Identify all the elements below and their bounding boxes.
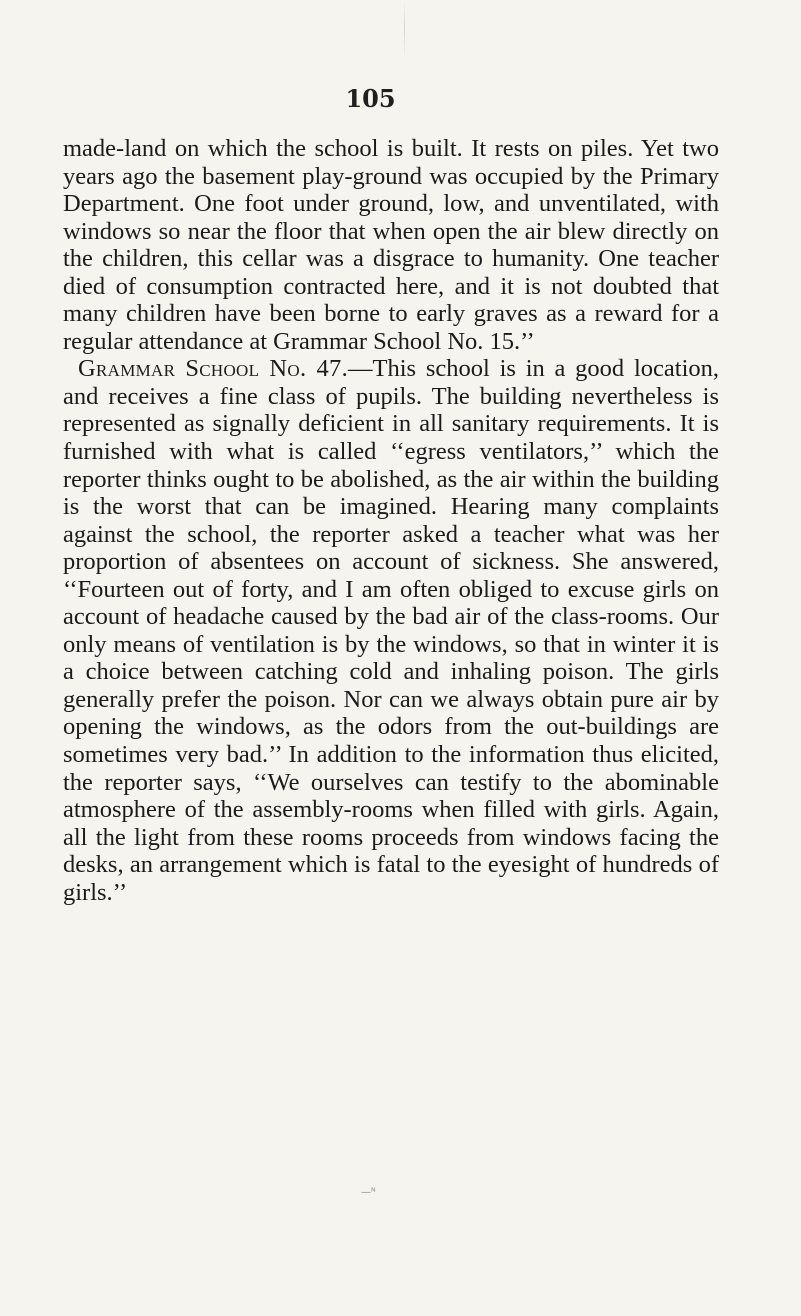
page-number: 105 bbox=[345, 84, 396, 113]
page-crease bbox=[404, 0, 405, 60]
paragraph-grammar-school-47 bbox=[63, 355, 719, 906]
section-heading: Grammar School No. 47. bbox=[78, 355, 348, 383]
paragraph-continuation: made-land on which the school is built. It rests on piles. Yet two years ago the basement play-ground was occupied by the Primary Department. One foot under ground, low, and unventilated, with windows so near the floor that when open the air blew directly on the children, this cellar was a disgrace to humanity. One teacher died of consumption contracted here, and it is not doubted that many children have been borne to early graves as a reward for a regular attendance at Grammar School No. 15.’’ bbox=[63, 135, 719, 355]
body-text bbox=[63, 135, 719, 906]
stray-print-mark: —ᴺ bbox=[361, 1187, 376, 1198]
paragraph-text: —This school is in a good location, and receives a fine class of pupils. The building nevertheless is represented as signally deficient in all sanitary requirements. It is furnished with what is called ‘‘egress ventilators,’’ which the reporter thinks ought to be abolished, as the air within the building is the worst that can be imagined. Hearing many complaints against the school, the reporter asked a teacher what was her proportion of absentees on account of sickness. She answered, ‘‘Fourteen out of forty, and I am often obliged to excuse girls on account of headache caused by the bad air of the class-rooms. Our only means of ventilation is by the windows, so that in winter it is a choice between catching cold and inhaling poison. The girls generally prefer the poison. Nor can we always obtain pure air by opening the windows, as the odors from the out-buildings are sometimes very bad.’’ In addition to the information thus elicited, the reporter says, ‘‘We ourselves can testify to the abominable atmosphere of the assembly-rooms when filled with girls. Again, all the light from these rooms proceeds from windows facing the desks, an arrangement which is fatal to the eyesight of hundreds of girls.’’ bbox=[63, 355, 720, 906]
